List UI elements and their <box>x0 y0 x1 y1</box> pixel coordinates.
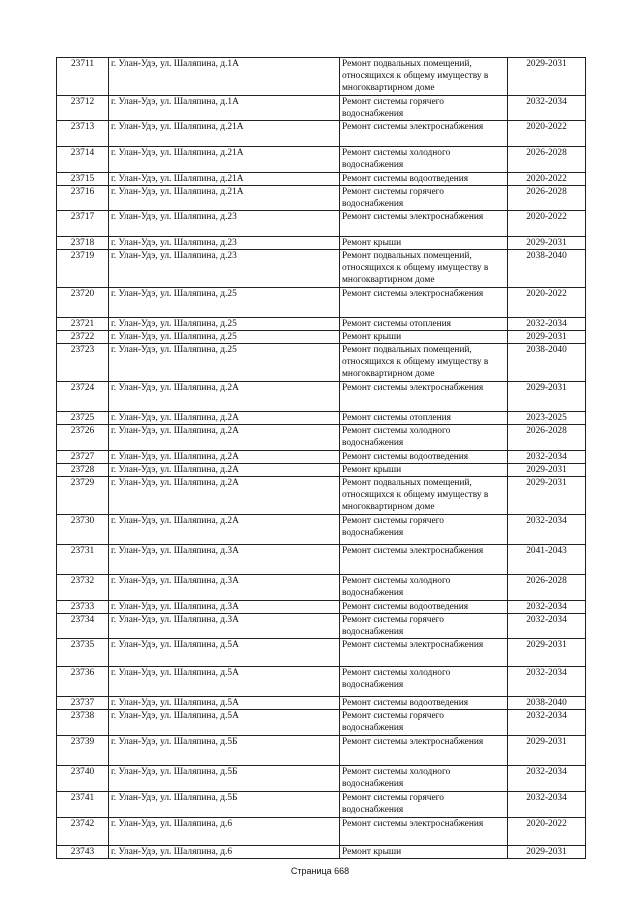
row-period: 2029-2031 <box>508 58 586 96</box>
row-work-type: Ремонт системы горячего водоснабжения <box>340 96 508 121</box>
table-row <box>57 425 586 451</box>
row-address: г. Улан-Удэ, ул. Шаляпина, д.21А <box>109 121 340 147</box>
row-number: 23711 <box>57 58 109 96</box>
row-period: 2029-2031 <box>508 464 586 477</box>
table-row <box>57 318 586 331</box>
table-body <box>57 58 586 859</box>
row-work-type: Ремонт системы отопления <box>340 412 508 425</box>
table-row <box>57 710 586 736</box>
table-row <box>57 121 586 147</box>
table-row <box>57 614 586 639</box>
row-address: г. Улан-Удэ, ул. Шаляпина, д.25 <box>109 288 340 318</box>
row-period: 2020-2022 <box>508 288 586 318</box>
row-period: 2038-2040 <box>508 344 586 382</box>
table-row <box>57 382 586 412</box>
row-address: г. Улан-Удэ, ул. Шаляпина, д.6 <box>109 846 340 859</box>
table-row <box>57 697 586 710</box>
row-work-type: Ремонт системы водоотведения <box>340 173 508 186</box>
row-work-type: Ремонт системы водоотведения <box>340 601 508 614</box>
row-number: 23737 <box>57 697 109 710</box>
row-number: 23717 <box>57 211 109 237</box>
table-row <box>57 250 586 288</box>
table-row <box>57 601 586 614</box>
row-address: г. Улан-Удэ, ул. Шаляпина, д.1А <box>109 96 340 121</box>
row-period: 2029-2031 <box>508 846 586 859</box>
table-row <box>57 173 586 186</box>
row-number: 23712 <box>57 96 109 121</box>
row-address: г. Улан-Удэ, ул. Шаляпина, д.25 <box>109 318 340 331</box>
row-number: 23716 <box>57 186 109 211</box>
row-number: 23738 <box>57 710 109 736</box>
row-address: г. Улан-Удэ, ул. Шаляпина, д.6 <box>109 818 340 846</box>
row-address: г. Улан-Удэ, ул. Шаляпина, д.3А <box>109 575 340 601</box>
row-work-type: Ремонт системы электроснабжения <box>340 736 508 766</box>
row-address: г. Улан-Удэ, ул. Шаляпина, д.23 <box>109 250 340 288</box>
row-work-type: Ремонт системы электроснабжения <box>340 288 508 318</box>
table-row <box>57 766 586 792</box>
row-address: г. Улан-Удэ, ул. Шаляпина, д.3А <box>109 601 340 614</box>
row-address: г. Улан-Удэ, ул. Шаляпина, д.25 <box>109 344 340 382</box>
row-address: г. Улан-Удэ, ул. Шаляпина, д.5Б <box>109 736 340 766</box>
row-period: 2020-2022 <box>508 173 586 186</box>
row-period: 2032-2034 <box>508 515 586 545</box>
table-row <box>57 237 586 250</box>
row-period: 2032-2034 <box>508 766 586 792</box>
table-row <box>57 96 586 121</box>
row-address: г. Улан-Удэ, ул. Шаляпина, д.25 <box>109 331 340 344</box>
row-work-type: Ремонт системы холодного водоснабжения <box>340 667 508 697</box>
row-work-type: Ремонт системы горячего водоснабжения <box>340 710 508 736</box>
table-row <box>57 331 586 344</box>
row-work-type: Ремонт крыши <box>340 846 508 859</box>
row-work-type: Ремонт системы холодного водоснабжения <box>340 575 508 601</box>
row-number: 23740 <box>57 766 109 792</box>
row-number: 23732 <box>57 575 109 601</box>
row-address: г. Улан-Удэ, ул. Шаляпина, д.2А <box>109 477 340 515</box>
row-period: 2032-2034 <box>508 710 586 736</box>
row-period: 2032-2034 <box>508 667 586 697</box>
table-row <box>57 736 586 766</box>
row-work-type: Ремонт системы электроснабжения <box>340 211 508 237</box>
row-work-type: Ремонт системы холодного водоснабжения <box>340 425 508 451</box>
row-address: г. Улан-Удэ, ул. Шаляпина, д.5А <box>109 697 340 710</box>
row-period: 2032-2034 <box>508 451 586 464</box>
row-work-type: Ремонт подвальных помещений, относящихся к общему имуществу в многоквартирном доме <box>340 344 508 382</box>
row-address: г. Улан-Удэ, ул. Шаляпина, д.2А <box>109 464 340 477</box>
row-address: г. Улан-Удэ, ул. Шаляпина, д.23 <box>109 211 340 237</box>
row-number: 23726 <box>57 425 109 451</box>
table-row <box>57 575 586 601</box>
row-number: 23733 <box>57 601 109 614</box>
row-work-type: Ремонт системы горячего водоснабжения <box>340 792 508 818</box>
row-work-type: Ремонт системы электроснабжения <box>340 639 508 667</box>
row-number: 23736 <box>57 667 109 697</box>
row-number: 23721 <box>57 318 109 331</box>
row-number: 23731 <box>57 545 109 575</box>
table-row <box>57 147 586 173</box>
row-period: 2038-2040 <box>508 250 586 288</box>
row-number: 23728 <box>57 464 109 477</box>
row-period: 2026-2028 <box>508 575 586 601</box>
row-period: 2032-2034 <box>508 318 586 331</box>
row-period: 2029-2031 <box>508 736 586 766</box>
table-row <box>57 464 586 477</box>
table-row <box>57 477 586 515</box>
row-work-type: Ремонт системы холодного водоснабжения <box>340 766 508 792</box>
repair-schedule-table <box>56 57 586 859</box>
row-number: 23714 <box>57 147 109 173</box>
row-address: г. Улан-Удэ, ул. Шаляпина, д.5Б <box>109 766 340 792</box>
row-work-type: Ремонт системы холодного водоснабжения <box>340 147 508 173</box>
row-work-type: Ремонт системы электроснабжения <box>340 382 508 412</box>
row-number: 23723 <box>57 344 109 382</box>
row-period: 2023-2025 <box>508 412 586 425</box>
row-period: 2032-2034 <box>508 601 586 614</box>
row-number: 23730 <box>57 515 109 545</box>
row-work-type: Ремонт системы горячего водоснабжения <box>340 515 508 545</box>
row-number: 23722 <box>57 331 109 344</box>
row-number: 23713 <box>57 121 109 147</box>
row-work-type: Ремонт подвальных помещений, относящихся к общему имуществу в многоквартирном доме <box>340 58 508 96</box>
table-row <box>57 186 586 211</box>
row-work-type: Ремонт системы отопления <box>340 318 508 331</box>
row-number: 23725 <box>57 412 109 425</box>
table-row <box>57 846 586 859</box>
row-period: 2020-2022 <box>508 121 586 147</box>
row-number: 23734 <box>57 614 109 639</box>
row-work-type: Ремонт системы электроснабжения <box>340 818 508 846</box>
table-row <box>57 412 586 425</box>
row-number: 23718 <box>57 237 109 250</box>
row-period: 2029-2031 <box>508 237 586 250</box>
row-period: 2020-2022 <box>508 211 586 237</box>
row-address: г. Улан-Удэ, ул. Шаляпина, д.21А <box>109 147 340 173</box>
row-address: г. Улан-Удэ, ул. Шаляпина, д.5А <box>109 710 340 736</box>
row-work-type: Ремонт крыши <box>340 464 508 477</box>
row-address: г. Улан-Удэ, ул. Шаляпина, д.21А <box>109 173 340 186</box>
row-period: 2029-2031 <box>508 639 586 667</box>
row-work-type: Ремонт системы электроснабжения <box>340 545 508 575</box>
row-work-type: Ремонт системы электроснабжения <box>340 121 508 147</box>
row-number: 23742 <box>57 818 109 846</box>
table-row <box>57 818 586 846</box>
row-address: г. Улан-Удэ, ул. Шаляпина, д.21А <box>109 186 340 211</box>
row-address: г. Улан-Удэ, ул. Шаляпина, д.5А <box>109 667 340 697</box>
row-address: г. Улан-Удэ, ул. Шаляпина, д.5Б <box>109 792 340 818</box>
row-number: 23724 <box>57 382 109 412</box>
row-number: 23727 <box>57 451 109 464</box>
row-address: г. Улан-Удэ, ул. Шаляпина, д.2А <box>109 382 340 412</box>
row-address: г. Улан-Удэ, ул. Шаляпина, д.5А <box>109 639 340 667</box>
row-period: 2026-2028 <box>508 147 586 173</box>
row-address: г. Улан-Удэ, ул. Шаляпина, д.1А <box>109 58 340 96</box>
row-work-type: Ремонт системы горячего водоснабжения <box>340 614 508 639</box>
row-address: г. Улан-Удэ, ул. Шаляпина, д.23 <box>109 237 340 250</box>
row-period: 2026-2028 <box>508 425 586 451</box>
table-row <box>57 288 586 318</box>
row-period: 2032-2034 <box>508 792 586 818</box>
row-address: г. Улан-Удэ, ул. Шаляпина, д.3А <box>109 614 340 639</box>
table-row <box>57 211 586 237</box>
row-period: 2029-2031 <box>508 477 586 515</box>
row-period: 2029-2031 <box>508 331 586 344</box>
table-row <box>57 545 586 575</box>
row-address: г. Улан-Удэ, ул. Шаляпина, д.3А <box>109 545 340 575</box>
row-number: 23715 <box>57 173 109 186</box>
row-address: г. Улан-Удэ, ул. Шаляпина, д.2А <box>109 412 340 425</box>
row-address: г. Улан-Удэ, ул. Шаляпина, д.2А <box>109 425 340 451</box>
table-row <box>57 58 586 96</box>
table-row <box>57 344 586 382</box>
row-number: 23720 <box>57 288 109 318</box>
row-work-type: Ремонт системы горячего водоснабжения <box>340 186 508 211</box>
row-period: 2029-2031 <box>508 382 586 412</box>
row-period: 2020-2022 <box>508 818 586 846</box>
row-address: г. Улан-Удэ, ул. Шаляпина, д.2А <box>109 451 340 464</box>
row-work-type: Ремонт системы водоотведения <box>340 451 508 464</box>
row-work-type: Ремонт системы водоотведения <box>340 697 508 710</box>
row-number: 23739 <box>57 736 109 766</box>
row-number: 23719 <box>57 250 109 288</box>
table-row <box>57 639 586 667</box>
table-row <box>57 515 586 545</box>
row-period: 2038-2040 <box>508 697 586 710</box>
row-address: г. Улан-Удэ, ул. Шаляпина, д.2А <box>109 515 340 545</box>
row-work-type: Ремонт крыши <box>340 331 508 344</box>
row-period: 2041-2043 <box>508 545 586 575</box>
row-number: 23743 <box>57 846 109 859</box>
row-period: 2032-2034 <box>508 614 586 639</box>
row-work-type: Ремонт подвальных помещений, относящихся к общему имуществу в многоквартирном доме <box>340 477 508 515</box>
table-row <box>57 451 586 464</box>
page-number-footer: Страница 668 <box>290 866 350 876</box>
row-period: 2032-2034 <box>508 96 586 121</box>
table-row <box>57 792 586 818</box>
row-work-type: Ремонт крыши <box>340 237 508 250</box>
row-number: 23729 <box>57 477 109 515</box>
row-number: 23741 <box>57 792 109 818</box>
row-period: 2026-2028 <box>508 186 586 211</box>
table-row <box>57 667 586 697</box>
row-work-type: Ремонт подвальных помещений, относящихся к общему имуществу в многоквартирном доме <box>340 250 508 288</box>
row-number: 23735 <box>57 639 109 667</box>
